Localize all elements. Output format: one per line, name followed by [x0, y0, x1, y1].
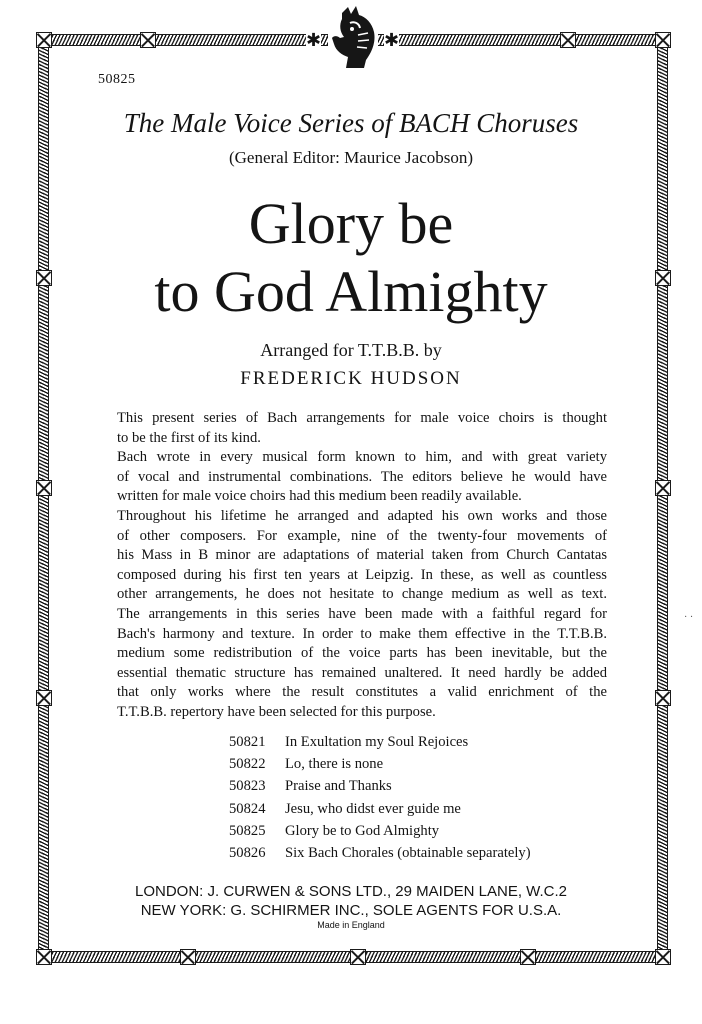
work-title: Glory be to God Almighty — [285, 822, 440, 839]
list-item — [229, 731, 531, 753]
border-knot-icon — [180, 949, 196, 965]
work-title: Six Bach Chorales (obtainable separately) — [285, 845, 531, 862]
works-list — [229, 731, 531, 864]
border-knot-icon — [655, 32, 671, 48]
border-knot-icon — [36, 690, 52, 706]
intro-line: T.T.B.B. repertory have been selected for this purpose. — [117, 703, 436, 720]
list-item — [229, 820, 531, 842]
work-title: In Exultation my Soul Rejoices — [285, 734, 469, 750]
made-in-label: Made in England — [317, 920, 385, 930]
intro-line: The arrangements in this series have been made with a faithful regard for — [117, 605, 607, 622]
border-knot-icon — [36, 32, 52, 48]
list-item — [229, 775, 531, 797]
stray-marks: · · — [684, 612, 694, 623]
intro-line: to be the first of its kind. — [117, 429, 261, 446]
list-item — [229, 842, 531, 864]
border-right — [657, 34, 668, 962]
title-line-2: to God Almighty — [154, 259, 548, 324]
list-item — [229, 798, 531, 820]
work-number: 50826 — [229, 845, 266, 862]
border-left — [38, 34, 49, 962]
intro-line: Bach wrote in every musical form known to him, and with great variety — [117, 449, 607, 466]
work-title: Jesu, who didst ever guide me — [285, 800, 461, 817]
publisher-london: LONDON: J. CURWEN & SONS LTD., 29 MAIDEN LANE, W.C.2 — [134, 883, 568, 900]
intro-line: essential thematic structure has remained unaltered. It need hardly be added — [117, 664, 607, 681]
arranged-line: Arranged for T.T.B.B. by — [260, 340, 442, 360]
intro-line: that only works where the result constitutes a valid enrichment of the — [117, 684, 607, 701]
work-title: Praise and Thanks — [285, 778, 392, 795]
intro-line: Bach's harmony and texture. In order to make them effective in the T.T.B.B. — [117, 625, 607, 642]
border-knot-icon — [36, 949, 52, 965]
series-title: The Male Voice Series of BACH Choruses — [123, 108, 579, 138]
work-number: 50822 — [229, 756, 266, 773]
work-number: 50824 — [229, 800, 266, 817]
border-knot-icon — [655, 949, 671, 965]
work-number: 50825 — [229, 822, 266, 839]
border-knot-icon — [140, 32, 156, 48]
intro-line: written for male voice choirs had this medium been readily available. — [117, 488, 522, 505]
border-knot-icon — [560, 32, 576, 48]
intro-line: This present series of Bach arrangements for male voice choirs is thought — [117, 410, 607, 426]
intro-line: of vocal and instrumental combinations. The editors believe he would have — [117, 468, 607, 485]
introduction-text — [117, 409, 607, 723]
work-number: 50823 — [229, 778, 266, 795]
border-knot-icon — [350, 949, 366, 965]
title-line-1: Glory be — [248, 191, 454, 256]
catalog-number: 50825 — [98, 72, 136, 87]
border-knot-icon — [520, 949, 536, 965]
intro-line: of other composers. For example, nine of the twenty-four movements of — [117, 527, 607, 544]
work-title: Lo, there is none — [285, 756, 384, 773]
arranger-name: FREDERICK HUDSON — [240, 368, 462, 389]
intro-line: Throughout his lifetime he arranged and adapted his own works and those — [117, 507, 607, 524]
horse-head-icon — [328, 5, 378, 69]
editor-line: (General Editor: Maurice Jacobson) — [228, 148, 474, 167]
intro-line: composed during his first ten years at Leipzig. In these, as well as countless — [117, 566, 607, 583]
intro-line: medium some redistribution of the voice parts has been inevitable, but the — [117, 645, 607, 662]
border-knot-icon — [36, 480, 52, 496]
list-item — [229, 753, 531, 775]
border-knot-icon — [655, 690, 671, 706]
intro-line: his Mass in B minor are adaptations of material taken from Church Cantatas — [117, 547, 607, 564]
publisher-new-york: NEW YORK: G. SCHIRMER INC., SOLE AGENTS FOR U.S.A. — [140, 902, 562, 919]
intro-line: other arrangements, he does not hesitate to change medium as well as text. — [117, 586, 607, 603]
border-knot-icon — [655, 480, 671, 496]
asterisk-star-icon: ✱ — [384, 30, 400, 50]
asterisk-star-icon: ✱ — [306, 30, 322, 50]
work-number: 50821 — [229, 734, 266, 750]
